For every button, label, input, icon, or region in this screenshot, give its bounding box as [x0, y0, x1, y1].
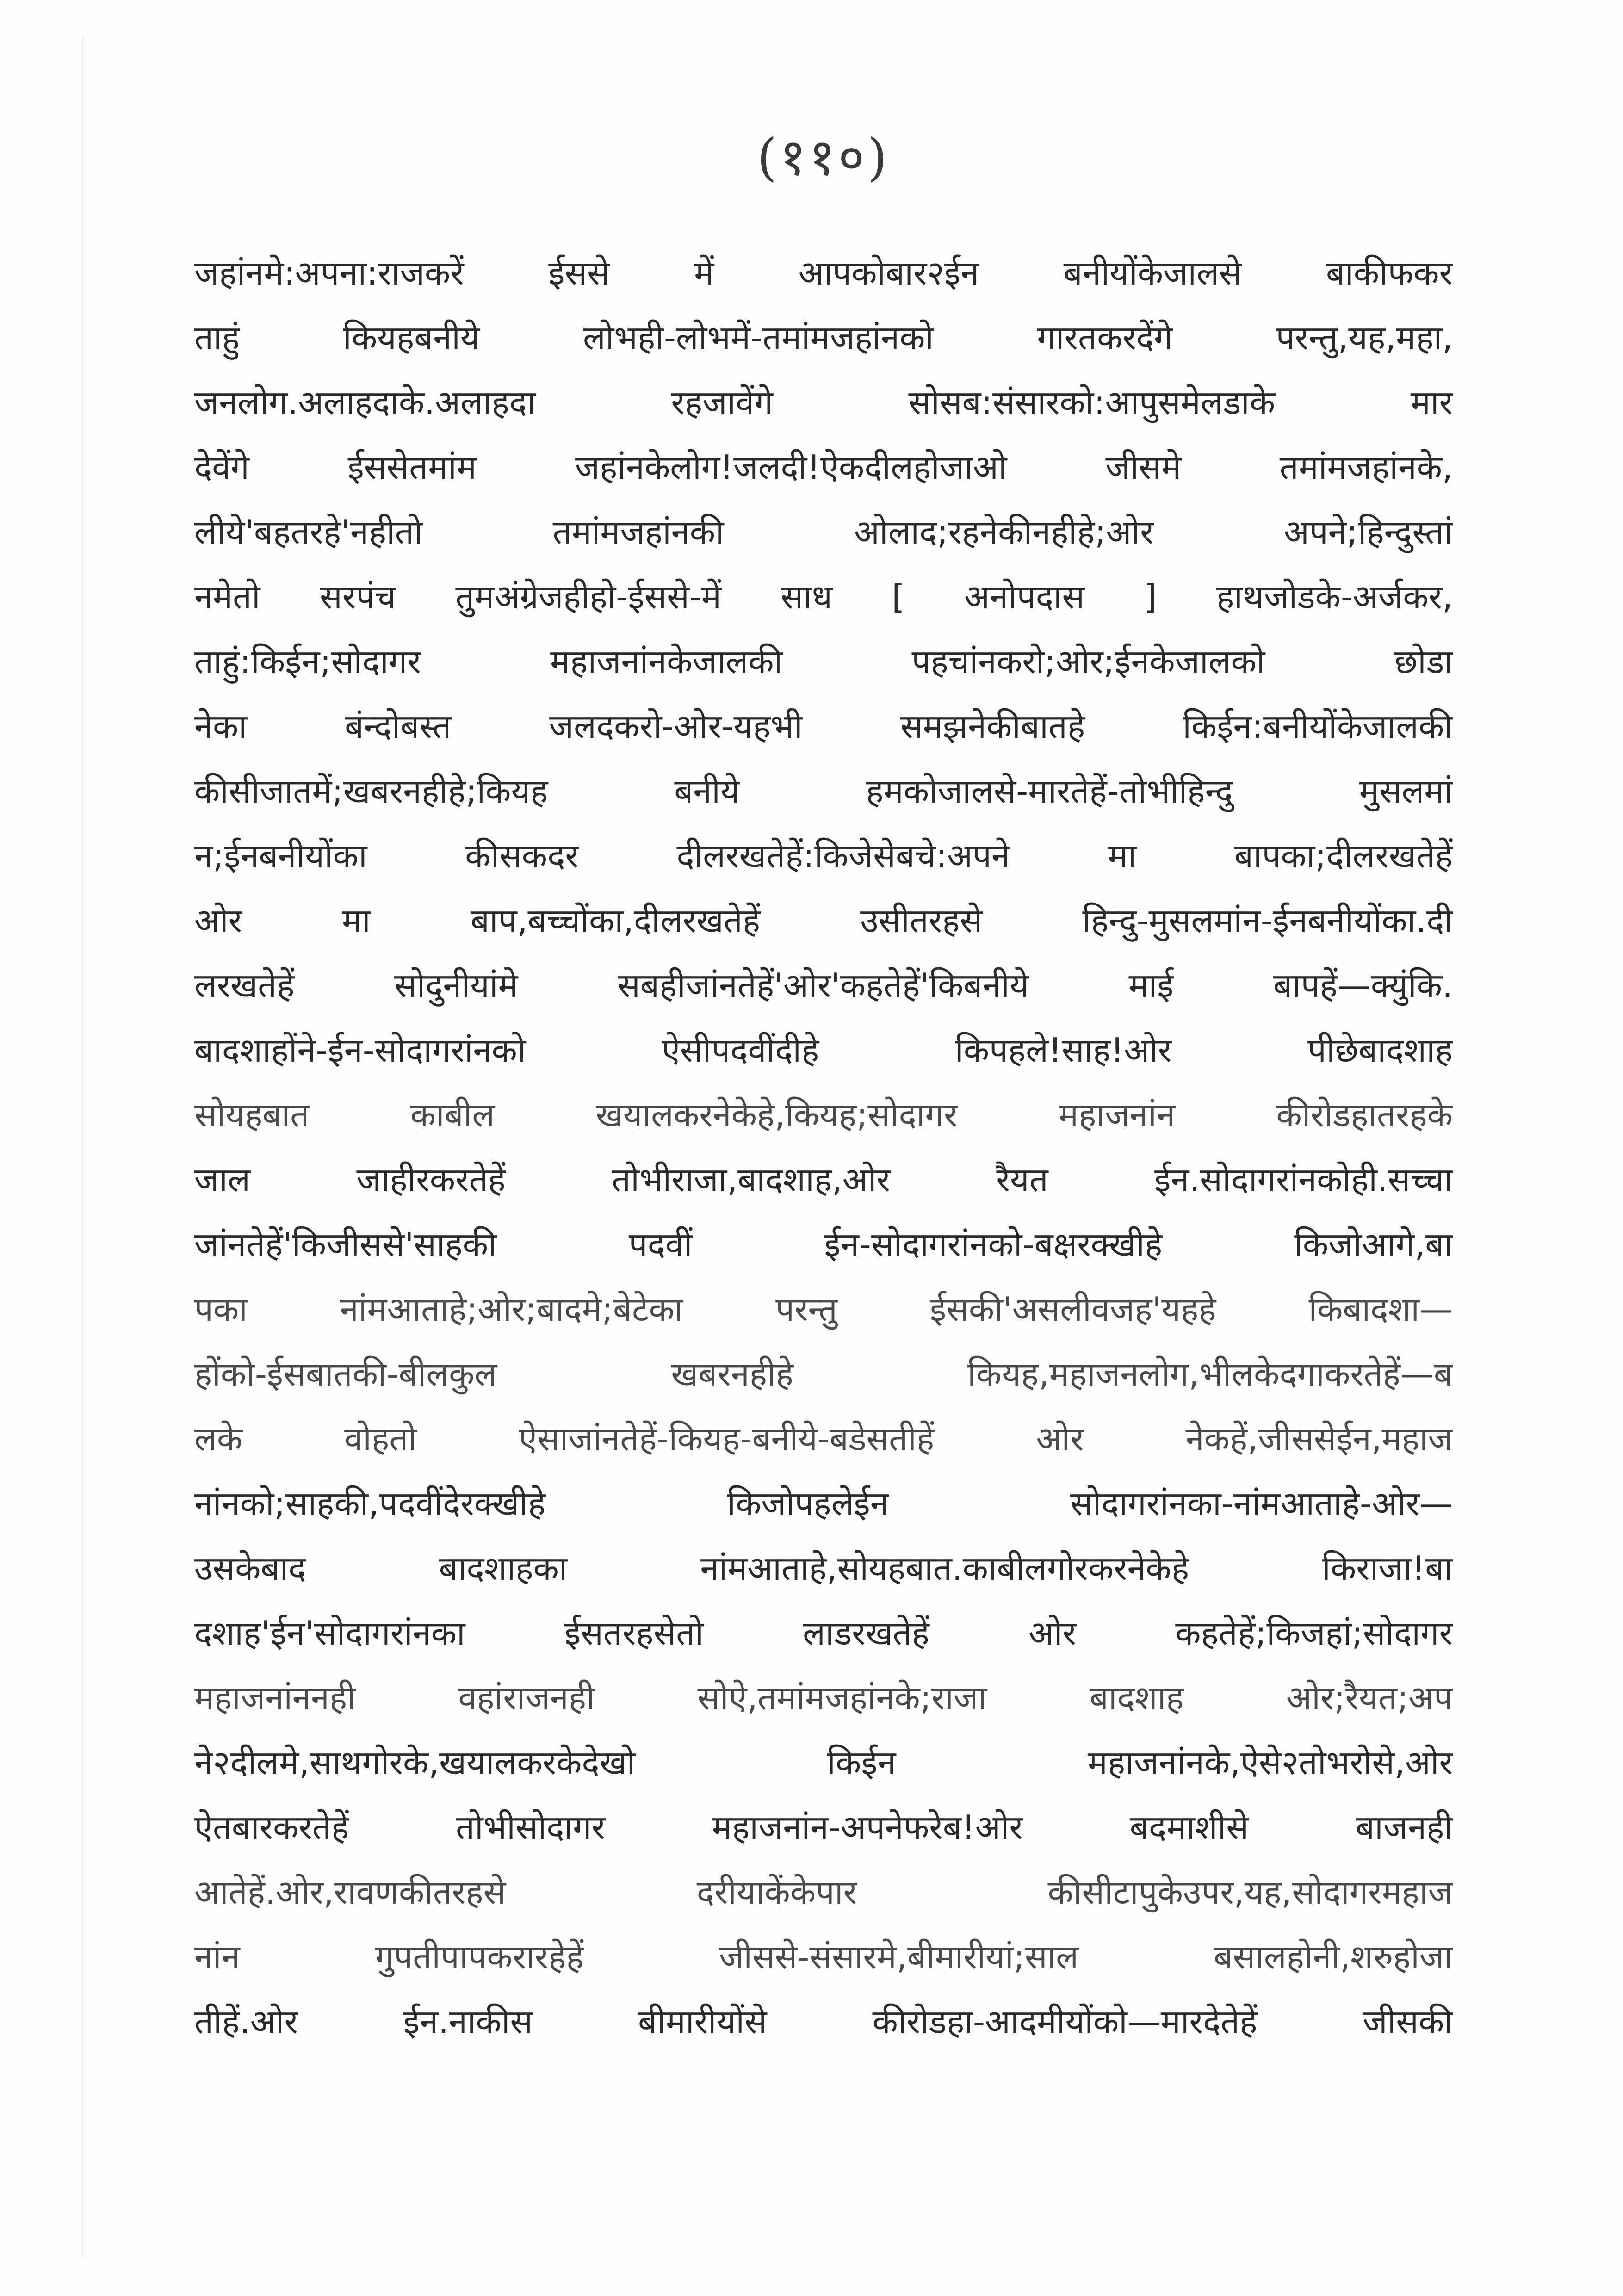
text-line: दशाह'ईन'सोदागरांनका ईसतरहसेतो लाडरखतेहें ओर कहतेहें;किजहां;सोदागर: [194, 1614, 1453, 1652]
text-line: जहांनमे:अपना:राजकरें ईससे में आपकोबार२ईन बनीयोंकेजालसे बाकीफकर: [194, 254, 1453, 292]
text-line: महाजनांननही वहांराजनही सोऐ,तमांमजहांनके;राजा बादशाह ओर;रैयत;अप: [194, 1678, 1453, 1717]
text-line: देवेंगे ईससेतमांम जहांनकेलोग!जलदी!ऐकदीलहोजाओ जीसमे तमांमजहांनके,: [194, 448, 1453, 487]
page-number: (११०): [757, 128, 890, 187]
text-line: जाल जाहीरकरतेहें तोभीराजा,बादशाह,ओर रैयत ईन.सोदागरांनकोही.सच्चा: [194, 1160, 1453, 1199]
text-line: लीये'बहतरहे'नहीतो तमांमजहांनकी ओलाद;रहनेकीनहीहे;ओर अपने;हिन्दुस्तां: [194, 513, 1453, 551]
page-margin-rule: [82, 37, 83, 2258]
text-line: आतेहें.ओर,रावणकीतरहसे दरीयाकेंकेपार कीसीटापुकेउपर,यह,सोदागरमहाज: [194, 1873, 1453, 1912]
text-line: जांनतेहें'किजीससे'साहकी पदवीं ईन-सोदागरांनको-बक्षरक्खीहे किजोआगे,बा: [194, 1225, 1453, 1264]
text-line: जनलोग.अलाहदाके.अलाहदा रहजावेंगे सोसब:संसारको:आपुसमेलडाके मार: [194, 383, 1453, 422]
text-line: तीहें.ओर ईन.नाकीस बीमारीयोंसे कीरोडहा-आदमीयोंको—मारदेतेहें जीसकी: [194, 2002, 1453, 2041]
text-line: उसकेबाद बादशाहका नांमआताहे,सोयहबात.काबीलगोरकरनेकेहे किराजा!बा: [194, 1549, 1453, 1588]
text-line: न;ईनबनीयोंका कीसकदर दीलरखतेहें:किजेसेबचे:अपने मा बापका;दीलरखतेहें: [194, 836, 1453, 875]
text-line: ताहुं:किईन;सोदागर महाजनांनकेजालकी पहचांनकरो;ओर;ईनकेजालको छोडा: [194, 642, 1453, 681]
text-line: सोयहबात काबील खयालकरनेकेहे,कियह;सोदागर महाजनांन कीरोडहातरहके: [194, 1095, 1453, 1134]
text-line: होंको-ईसबातकी-बीलकुल खबरनहीहे कियह,महाजनलोग,भीलकेदगाकरतेहें—ब: [194, 1355, 1453, 1393]
text-line: बादशाहोंने-ईन-सोदागरांनको ऐसीपदवींदीहे किपहले!साह!ओर पीछेबादशाह: [194, 1031, 1453, 1070]
text-line: पका नांमआताहे;ओर;बादमे;बेटेका परन्तु ईसकी'असलीवजह'यहहे किबादशा—: [194, 1290, 1453, 1329]
text-line: नमेतो सरपंच तुमअंग्रेजहीहो-ईससे-में साध [ अनोपदास ] हाथजोडके-अर्जकर,: [194, 577, 1453, 616]
text-line: लरखतेहें सोदुनीयांमे सबहीजांनतेहें'ओर'कहतेहें'किबनीये माई बापहें—क्युंकि.: [194, 966, 1453, 1005]
text-line: नेका बंन्दोबस्त जलदकरो-ओर-यहभी समझनेकीबातहे किईन:बनीयोंकेजालकी: [194, 707, 1453, 746]
text-line: ने२दीलमे,साथगोरके,खयालकरकेदेखो किईन महाजनांनके,ऐसे२तोभरोसे,ओर: [194, 1743, 1453, 1782]
text-line: नांनको;साहकी,पदवींदेरक्खीहे किजोपहलेईन सोदागरांनका-नांमआताहे-ओर—: [194, 1484, 1453, 1523]
text-line: नांन गुपतीपापकरारहेहें जीससे-संसारमे,बीमारीयां;साल बसालहोनी,शरुहोजा: [194, 1937, 1453, 1976]
text-line: कीसीजातमें;खबरनहीहे;कियह बनीये हमकोजालसे-मारतेहें-तोभीहिन्दु मुसलमां: [194, 772, 1453, 811]
text-line: ताहुं कियहबनीये लोभही-लोभमें-तमांमजहांनको गारतकरदेंगे परन्तु,यह,महा,: [194, 318, 1453, 357]
text-line: ऐतबारकरतेहें तोभीसोदागर महाजनांन-अपनेफरेब!ओर बदमाशीसे बाजनही: [194, 1808, 1453, 1847]
text-line: लके वोहतो ऐसाजांनतेहें-कियह-बनीये-बडेसतीहें ओर नेकहें,जीससेईन,महाज: [194, 1419, 1453, 1458]
text-line: ओर मा बाप,बच्चोंका,दीलरखतेहें उसीतरहसे हिन्दु-मुसलमांन-ईनबनीयोंका.दी: [194, 901, 1453, 940]
body-text: [194, 241, 1453, 2054]
